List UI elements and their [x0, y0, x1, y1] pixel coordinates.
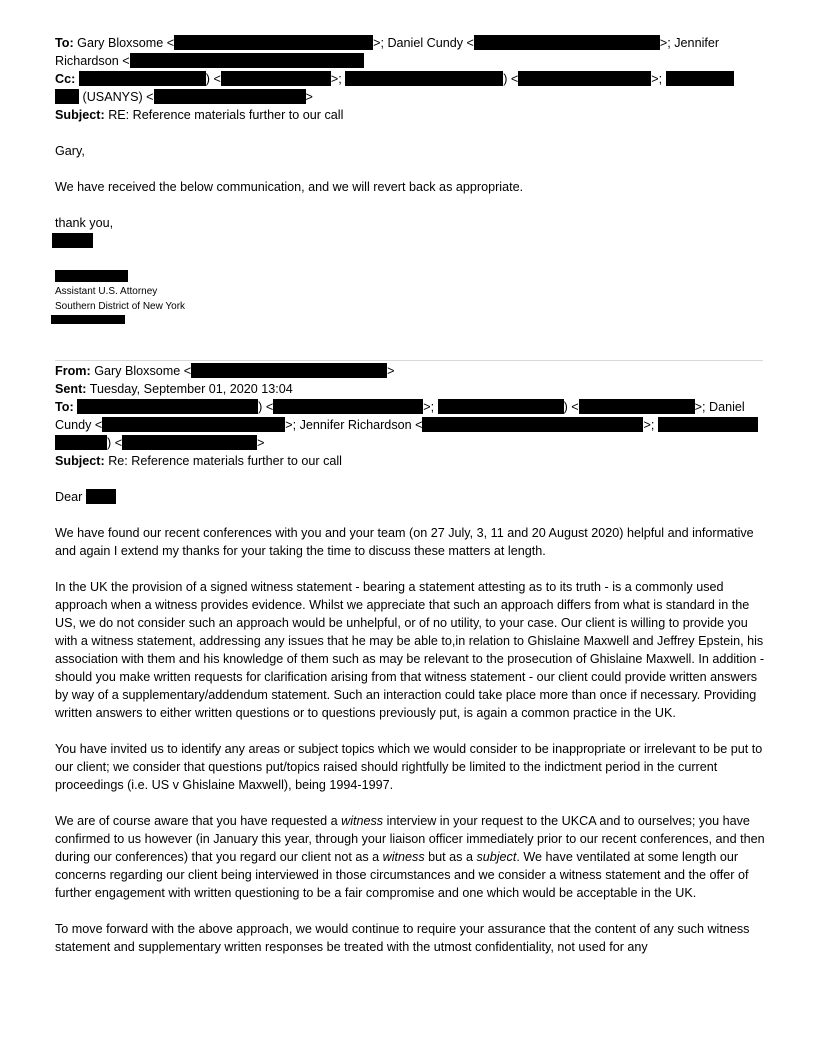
- redaction-box: [191, 363, 387, 378]
- redaction-box: [422, 417, 643, 432]
- redaction-box: [55, 435, 107, 450]
- original-from-line: [55, 362, 765, 380]
- original-subject-line: [55, 452, 765, 470]
- redaction-box: [154, 89, 306, 104]
- signature-name: [55, 232, 765, 252]
- signature-sender: [55, 270, 765, 284]
- reply-cc-line: [55, 70, 765, 88]
- signature-office: Southern District of New York: [55, 301, 186, 312]
- signature-title: Assistant U.S. Attorney: [55, 286, 158, 297]
- reply-to-line: [55, 34, 765, 52]
- subject-label: Subject:: [55, 454, 105, 468]
- reply-cc-line-2: [55, 88, 765, 106]
- greeting-text: Dear: [55, 490, 83, 504]
- redaction-box: [345, 71, 503, 86]
- to-text: >;: [643, 418, 655, 432]
- paragraph-5: To move forward with the above approach, we would continue to require your assurance that the content of any such witness statement and supplementary written responses be treated with the utmost confidentiality, not used for any: [55, 922, 750, 954]
- original-to-line: [55, 398, 765, 416]
- redaction-box: [77, 399, 258, 414]
- to-recipient-2: >; Daniel Cundy <: [373, 36, 474, 50]
- redaction-box: [579, 399, 695, 414]
- from-text: Gary Bloxsome <: [94, 364, 192, 378]
- redaction-box: [666, 71, 734, 86]
- redaction-box: [438, 399, 564, 414]
- to-text: >; Daniel: [694, 400, 745, 414]
- original-to-line-3: [55, 434, 765, 452]
- to-text: ) <: [563, 400, 579, 414]
- subject-text: RE: Reference materials further to our call: [108, 108, 344, 122]
- redaction-box: [273, 399, 423, 414]
- reply-body: We have received the below communication, and we will revert back as appropriate.: [55, 180, 524, 194]
- to-text: >;: [423, 400, 435, 414]
- original-sent-line: [55, 380, 765, 398]
- cc-text: ) <: [503, 72, 519, 86]
- reply-greeting: Gary,: [55, 144, 85, 158]
- from-label: From:: [55, 364, 91, 378]
- cc-text: >: [305, 90, 313, 104]
- redaction-box: [79, 71, 206, 86]
- reply-subject-line: [55, 106, 765, 124]
- sent-label: Sent:: [55, 382, 87, 396]
- redaction-box: [130, 53, 364, 68]
- cc-text: >;: [651, 72, 663, 86]
- cc-text: >;: [330, 72, 342, 86]
- redaction-box: [221, 71, 331, 86]
- redaction-box: [51, 315, 125, 324]
- to-label: To:: [55, 36, 74, 50]
- redaction-box: [474, 35, 660, 50]
- signature-contact: [55, 314, 765, 327]
- to-recipient-3-cont: Richardson <: [55, 54, 130, 68]
- reply-closing: thank you,: [55, 216, 114, 230]
- subject-label: Subject:: [55, 108, 105, 122]
- to-label: To:: [55, 400, 74, 414]
- paragraph-3: You have invited us to identify any areas or subject topics which we would consider to be inappropriate or irrelevant to be put to our client; we consider that questions put/topics raised should rightfully be limited to the indictment period in the current proceedings (i.e. US v Ghislaine Maxwell), being 1994-1997.: [55, 742, 763, 792]
- paragraph-2: In the UK the provision of a signed witness statement - bearing a statement attesting as to its truth - is a commonly used approach when a witness provides evidence. Whilst we appreciate that such an approach differs from what is standard in the US, we do not consider such an approach would be unhelpful, or of no utility, to your case. Our client is willing to provide you with a witness statement, addressing any issues that he may be able to,in relation to Ghislaine Maxwell and Jeffrey Epstein, his association with them and his knowledge of them such as may be relevant to the prosecution of Ghislaine Maxwell. In addition - should you make written requests for clarification arising from that witness statement - our client could provide written answers by way of a supplementary/addendum statement. Such an interaction could take place more than once if necessary. Providing written answers to either written questions or to questions previously put, is again a common practice in the UK.: [55, 580, 765, 720]
- redaction-box: [658, 417, 758, 432]
- cc-text: (USANYS) <: [82, 90, 154, 104]
- cc-label: Cc:: [55, 72, 76, 86]
- to-text: ) <: [107, 436, 123, 450]
- paragraph-1: We have found our recent conferences with you and your team (on 27 July, 3, 11 and 20 August 2020) helpful and informative and again I extend my thanks for your taking the time to discuss these matters at length.: [55, 526, 754, 558]
- redaction-box: [102, 417, 285, 432]
- email-document: [55, 34, 765, 956]
- subject-text: Re: Reference materials further to our call: [108, 454, 342, 468]
- cc-text: ) <: [205, 72, 221, 86]
- original-to-line-2: [55, 416, 765, 434]
- redaction-box: [122, 435, 257, 450]
- redaction-box: [55, 270, 128, 282]
- reply-to-line-2: [55, 52, 765, 70]
- redaction-box: [174, 35, 373, 50]
- sent-date: Tuesday, September 01, 2020 13:04: [89, 382, 293, 396]
- to-recipient-1: Gary Bloxsome <: [77, 36, 175, 50]
- from-text: >: [387, 364, 395, 378]
- to-text: Cundy <: [55, 418, 103, 432]
- to-text: ) <: [258, 400, 274, 414]
- redaction-box: [52, 233, 93, 248]
- redaction-box: [518, 71, 651, 86]
- to-text: >; Jennifer Richardson <: [285, 418, 423, 432]
- to-recipient-3: >; Jennifer: [659, 36, 720, 50]
- paragraph-4: We are of course aware that you have requested a witness interview in your request to the UKCA and to ourselves; you have confirmed to us however (in January this year, through your liaison officer immediately prior to our recent conferences, and then during our conferences) that you regard our client not as a witness but as a subject. We have ventilated at some length our concerns regarding our client being interviewed in those circumstances and we consider a witness statement and the offer of further engagement with written questioning to be a fair compromise and one which would be acceptable in the UK.: [55, 814, 765, 900]
- to-text: >: [257, 436, 265, 450]
- redaction-box: [86, 489, 116, 504]
- redaction-box: [55, 89, 79, 104]
- original-greeting: [55, 488, 765, 506]
